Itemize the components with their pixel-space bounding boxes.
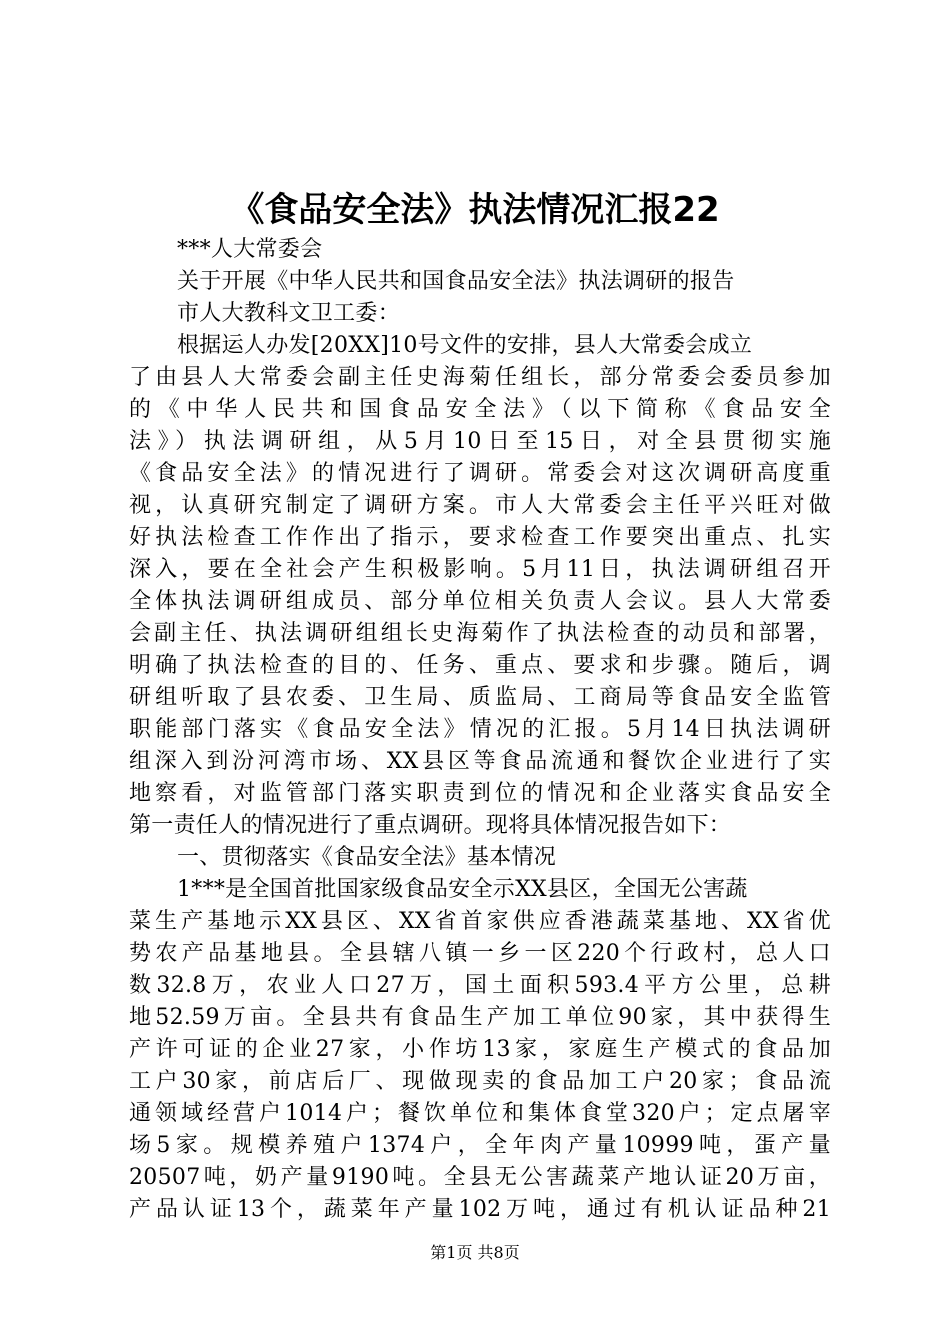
text-line: 好执法检查工作作出了指示，要求检查工作要突出重点、扎实: [129, 525, 831, 550]
text-line: 地察看，对监管部门落实职责到位的情况和企业落实食品安全: [129, 781, 831, 806]
text-line: 工户30家，前店后厂、现做现卖的食品加工户20家；食品流: [129, 1069, 831, 1094]
text-line: 研组听取了县农委、卫生局、质监局、工商局等食品安全监管: [129, 685, 831, 710]
text-line: 产品认证13个，蔬菜年产量102万吨，通过有机认证品种21: [129, 1197, 831, 1222]
document-title: 《食品安全法》执法情况汇报22: [230, 190, 720, 230]
text-line: 关于开展《中华人民共和国食品安全法》执法调研的报告: [177, 269, 735, 294]
text-line: 通领域经营户1014户；餐饮单位和集体食堂320户；定点屠宰: [129, 1101, 831, 1126]
text-line: 数32.8万，农业人口27万，国土面积593.4平方公里，总耕: [129, 973, 831, 998]
text-line: ***人大常委会: [177, 237, 323, 262]
text-line: 市人大教科文卫工委：: [177, 301, 401, 326]
text-line: 的《中华人民共和国食品安全法》（以下简称《食品安全: [129, 397, 831, 422]
text-line: 法》）执法调研组，从5月10日至15日，对全县贯彻实施: [129, 429, 831, 454]
text-line: 会副主任、执法调研组组长史海菊作了执法检查的动员和部署，: [129, 621, 831, 646]
text-line: 《食品安全法》的情况进行了调研。常委会对这次调研高度重: [129, 461, 831, 486]
text-line: 1***是全国首批国家级食品安全示XX县区，全国无公害蔬: [177, 877, 748, 902]
text-line: 根据运人办发[20XX]10号文件的安排，县人大常委会成立: [177, 333, 753, 358]
text-line: 场5家。规模养殖户1374户，全年肉产量10999吨，蛋产量: [129, 1133, 831, 1158]
text-line: 菜生产基地示XX县区、XX省首家供应香港蔬菜基地、XX省优: [129, 909, 831, 934]
text-line: 地52.59万亩。全县共有食品生产加工单位90家，其中获得生: [129, 1005, 831, 1030]
text-line: 第一责任人的情况进行了重点调研。现将具体情况报告如下：: [129, 813, 732, 838]
text-line: 了由县人大常委会副主任史海菊任组长，部分常委会委员参加: [129, 365, 831, 390]
page-number-footer: 第1页 共8页: [430, 1243, 520, 1262]
document-body: [129, 234, 831, 1226]
text-line: 全体执法调研组成员、部分单位相关负责人会议。县人大常委: [129, 589, 831, 614]
text-line: 产许可证的企业27家，小作坊13家，家庭生产模式的食品加: [129, 1037, 831, 1062]
text-line: 20507吨，奶产量9190吨。全县无公害蔬菜产地认证20万亩，: [129, 1165, 831, 1190]
text-line: 视，认真研究制定了调研方案。市人大常委会主任平兴旺对做: [129, 493, 831, 518]
text-line: 职能部门落实《食品安全法》情况的汇报。5月14日执法调研: [129, 717, 831, 742]
text-line: 深入，要在全社会产生积极影响。5月11日，执法调研组召开: [129, 557, 831, 582]
text-line: 明确了执法检查的目的、任务、重点、要求和步骤。随后，调: [129, 653, 831, 678]
text-line: 势农产品基地县。全县辖八镇一乡一区220个行政村，总人口: [129, 941, 831, 966]
section-heading: 一、贯彻落实《食品安全法》基本情况: [177, 845, 557, 870]
text-line: 组深入到汾河湾市场、XX县区等食品流通和餐饮企业进行了实: [129, 749, 831, 774]
